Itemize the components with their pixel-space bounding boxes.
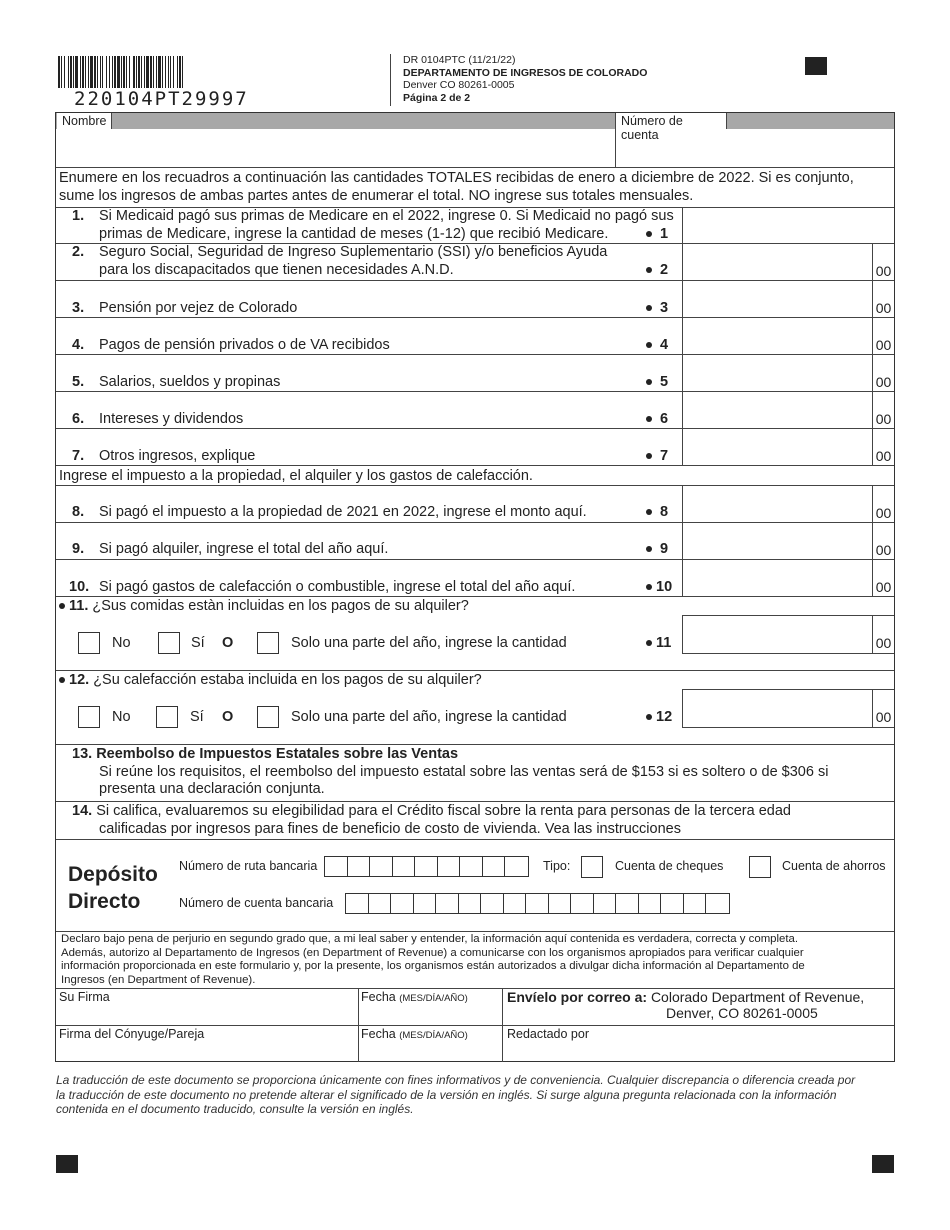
q12-yes-checkbox[interactable] (156, 706, 178, 728)
digit-box[interactable] (661, 894, 684, 913)
translation-disclaimer: La traducción de este documento se proporciona únicamente con fines informativos y de conveniencia. Cualquier discrepancia o diferencia creada por la traducción de este documento no pretende alterar el significado de la versión en inglés. Si surge alguna pregunta relacionada con la información contenida en el documento traducido, consulte la versión en inglés. (56, 1073, 856, 1116)
page-number: Página 2 de 2 (403, 91, 471, 104)
divider (56, 931, 894, 932)
q12-no-checkbox[interactable] (78, 706, 100, 728)
intro-line-2: sume los ingresos de ambas partes antes de enumerar el total. NO ingrese sus totales mensuales. (59, 188, 694, 204)
q11-partial-checkbox[interactable] (257, 632, 279, 654)
digit-box[interactable] (639, 894, 662, 913)
line-2-number: 2. (72, 244, 85, 260)
line-2-ref: 2 (646, 262, 668, 278)
name-label: Nombre (57, 113, 112, 129)
bullet-icon (646, 231, 652, 237)
q11-no-checkbox[interactable] (78, 632, 100, 654)
digit-box[interactable] (370, 857, 393, 876)
digit-box[interactable] (369, 894, 392, 913)
line-2-text: Seguro Social, Seguridad de Ingreso Suplementario (SSI) y/o beneficios Ayuda (99, 244, 608, 260)
name-input[interactable] (56, 129, 615, 167)
spouse-signature-field[interactable]: Firma del Cónyuge/Pareja (59, 1027, 205, 1041)
checking-account-checkbox[interactable] (581, 856, 603, 878)
digit-box[interactable] (549, 894, 572, 913)
line-4-number: 4. (72, 337, 85, 353)
digit-box[interactable] (483, 857, 506, 876)
bullet-icon (646, 714, 652, 720)
your-signature-field[interactable]: Su Firma (59, 990, 110, 1004)
digit-box[interactable] (393, 857, 416, 876)
digit-box[interactable] (436, 894, 459, 913)
department-address: Denver CO 80261-0005 (403, 79, 515, 91)
bullet-icon (646, 305, 652, 311)
date-field-1[interactable]: Fecha (MES/DÍA/AÑO) (361, 990, 468, 1004)
q11-amount-box[interactable]: 00 (682, 615, 894, 654)
line-4-text: Pagos de pensión privados o de VA recibidos (99, 337, 390, 353)
q12-ref: 12 (646, 709, 672, 725)
digit-box[interactable] (481, 894, 504, 913)
line-7-amount-box[interactable]: 00 (682, 428, 894, 466)
digit-box[interactable] (415, 857, 438, 876)
q13-line-1: Si reúne los requisitos, el reembolso del impuesto estatal sobre las ventas será de $153 si es soltero o de $306 si (99, 764, 829, 780)
q12-partial-checkbox[interactable] (257, 706, 279, 728)
digit-box[interactable] (504, 894, 527, 913)
q12-or-label: O (222, 709, 234, 725)
digit-box[interactable] (505, 857, 528, 876)
q11-partial-label: Solo una parte del año, ingrese la cantidad (291, 635, 567, 651)
line-9-ref: 9 (646, 541, 668, 557)
line-2-amount-box[interactable]: 00 (682, 243, 894, 281)
registration-mark-bottom-left (56, 1155, 78, 1173)
q12-amount-box[interactable]: 00 (682, 689, 894, 728)
line-8-number: 8. (72, 504, 85, 520)
divider (56, 596, 894, 597)
line-4-amount-box[interactable]: 00 (682, 317, 894, 355)
line-4-ref: 4 (646, 337, 668, 353)
form-header (403, 54, 647, 104)
line-8-text: Si pagó el impuesto a la propiedad de 2021 en 2022, ingrese el monto aquí. (99, 504, 587, 520)
divider (56, 465, 894, 466)
digit-box[interactable] (571, 894, 594, 913)
savings-account-checkbox[interactable] (749, 856, 771, 878)
bullet-icon (646, 584, 652, 590)
q12-no-label: No (112, 709, 131, 725)
divider (56, 670, 894, 671)
divider (56, 839, 894, 840)
routing-number-input[interactable] (324, 856, 529, 877)
digit-box[interactable] (616, 894, 639, 913)
direct-deposit-title: Depósito Directo (68, 863, 158, 913)
q12-partial-label: Solo una parte del año, ingrese la cantidad (291, 709, 567, 725)
prepared-by-field[interactable]: Redactado por (507, 1027, 590, 1041)
digit-box[interactable] (684, 894, 707, 913)
q11-yes-checkbox[interactable] (158, 632, 180, 654)
line-9-number: 9. (72, 541, 85, 557)
line-1-text: Si Medicaid pagó sus primas de Medicare en el 2022, ingrese 0. Si Medicaid no pagó sus (99, 208, 674, 224)
form-code: DR 0104PTC (11/21/22) (403, 54, 516, 66)
digit-box[interactable] (348, 857, 371, 876)
barcode-number: 220104PT29997 (74, 88, 249, 110)
digit-box[interactable] (346, 894, 369, 913)
line-5-number: 5. (72, 374, 85, 390)
line-1-ref: 1 (646, 226, 668, 242)
bullet-icon (646, 342, 652, 348)
bullet-icon (646, 267, 652, 273)
mail-to: Envíelo por correo a: Colorado Department of Revenue, Denver, CO 80261-0005 (507, 989, 865, 1021)
bank-account-number-input[interactable] (345, 893, 730, 914)
bullet-icon (646, 509, 652, 515)
divider (56, 167, 894, 168)
q13-line-2: presenta una declaración conjunta. (99, 781, 325, 797)
line-9-amount-box[interactable]: 00 (682, 522, 894, 560)
q12-yes-label: Sí (190, 709, 204, 725)
property-intro: Ingrese el impuesto a la propiedad, el alquiler y los gastos de calefacción. (59, 468, 533, 484)
q11-question: 11. ¿Sus comidas estàn incluidas en los pagos de su alquiler? (59, 598, 469, 614)
line-3-text: Pensión por vejez de Colorado (99, 300, 298, 316)
bullet-icon (59, 677, 65, 683)
declaration-text: Declaro bajo pena de perjurio en segundo grado que, a mi leal saber y entender, la información aquí contenida es verdadera, correcta y completa. Además, autorizo al Departamento de Ingresos (en Department of Revenue) a comunicarse con los organismos apropiados para verificar cualquier información proporcionada en este formulario y, por la presente, los organismos están autorizados a divulgar dicha información al Departamento de Ingresos (en Department of Revenue). (61, 933, 805, 986)
digit-box[interactable] (460, 857, 483, 876)
line-2-text-2: para los discapacitados que tienen necesidades A.N.D. (99, 262, 454, 278)
digit-box[interactable] (706, 894, 729, 913)
header-divider (390, 54, 391, 106)
digit-box[interactable] (325, 857, 348, 876)
savings-account-label: Cuenta de ahorros (782, 859, 886, 873)
line-6-number: 6. (72, 411, 85, 427)
q11-ref: 11 (646, 635, 671, 651)
barcode-bar (183, 56, 185, 88)
line-8-amount-box[interactable]: 00 (682, 485, 894, 523)
registration-mark-bottom-right (872, 1155, 894, 1173)
intro-line-1: Enumere en los recuadros a continuación las cantidades TOTALES recibidas de enero a diciembre de 2022. Si es conjunto, (59, 170, 854, 186)
account-number-label: Número de cuenta (615, 113, 727, 129)
q14-line-1: 14. Si califica, evaluaremos su elegibilidad para el Crédito fiscal sobre la renta para personas de la tercera edad (72, 803, 791, 819)
department-name: DEPARTAMENTO DE INGRESOS DE COLORADO (403, 66, 648, 79)
bullet-icon (646, 546, 652, 552)
q11-yes-label: Sí (191, 635, 205, 651)
line-1-text-2: primas de Medicare, ingrese la cantidad de meses (1-12) que recibió Medicare. (99, 226, 609, 242)
account-type-label: Tipo: (543, 859, 571, 873)
line-7-ref: 7 (646, 448, 668, 464)
digit-box[interactable] (526, 894, 549, 913)
line-3-number: 3. (72, 300, 85, 316)
account-number-input[interactable] (615, 129, 894, 167)
q11-no-label: No (112, 635, 131, 651)
bullet-icon (646, 640, 652, 646)
name-header-bar (56, 113, 894, 129)
line-10-ref: 10 (646, 579, 672, 595)
date-field-2[interactable]: Fecha (MES/DÍA/AÑO) (361, 1027, 468, 1041)
bullet-icon (646, 379, 652, 385)
line-10-text: Si pagó gastos de calefacción o combustible, ingrese el total del año aquí. (99, 579, 576, 595)
routing-number-label: Número de ruta bancaria (179, 859, 318, 873)
line-8-ref: 8 (646, 504, 668, 520)
q12-question: 12. ¿Su calefacción estaba incluida en los pagos de su alquiler? (59, 672, 482, 688)
q14-line-2: calificadas por ingresos para fines de beneficio de costo de vivienda. Vea las instrucciones (99, 821, 681, 837)
divider (56, 801, 894, 802)
bullet-icon (646, 453, 652, 459)
digit-box[interactable] (594, 894, 617, 913)
barcode (58, 56, 310, 88)
registration-mark-top-right (805, 57, 827, 75)
bank-account-number-label: Número de cuenta bancaria (179, 896, 334, 910)
line-1-amount-box[interactable] (682, 207, 894, 244)
form-body (55, 112, 895, 1062)
q11-or-label: O (222, 635, 234, 651)
checking-account-label: Cuenta de cheques (615, 859, 724, 873)
digit-box[interactable] (438, 857, 461, 876)
q13-title: 13. Reembolso de Impuestos Estatales sobre las Ventas (72, 746, 459, 762)
line-10-amount-box[interactable]: 00 (682, 559, 894, 597)
line-5-amount-box[interactable]: 00 (682, 354, 894, 392)
line-1-number: 1. (72, 208, 85, 224)
line-3-ref: 3 (646, 300, 668, 316)
line-10-number: 10. (69, 579, 90, 595)
divider (56, 744, 894, 745)
line-5-ref: 5 (646, 374, 668, 390)
divider (56, 1025, 894, 1026)
line-9-text: Si pagó alquiler, ingrese el total del año aquí. (99, 541, 389, 557)
line-6-text: Intereses y dividendos (99, 411, 244, 427)
line-3-amount-box[interactable]: 00 (682, 280, 894, 318)
digit-box[interactable] (459, 894, 482, 913)
bullet-icon (646, 416, 652, 422)
line-7-text: Otros ingresos, explique (99, 448, 256, 464)
bullet-icon (59, 603, 65, 609)
line-6-ref: 6 (646, 411, 668, 427)
digit-box[interactable] (414, 894, 437, 913)
digit-box[interactable] (391, 894, 414, 913)
line-6-amount-box[interactable]: 00 (682, 391, 894, 429)
line-7-number: 7. (72, 448, 85, 464)
line-5-text: Salarios, sueldos y propinas (99, 374, 281, 390)
